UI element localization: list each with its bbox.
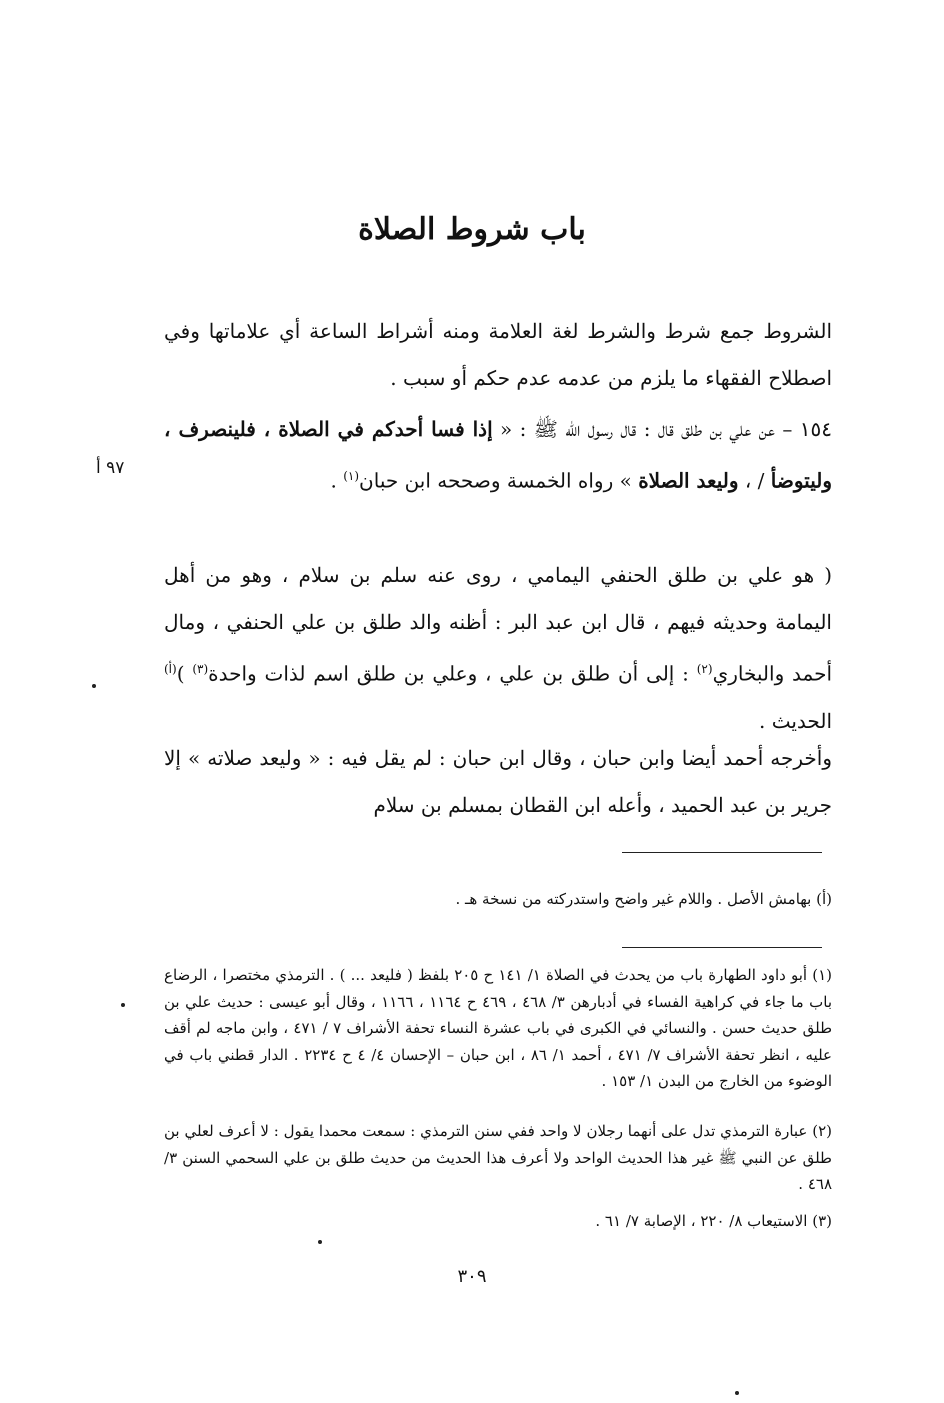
footnote-ref: (٢) [696,662,713,676]
hadith-text-1: إذا فسا أحدكم في الصلاة ، فلينصرف ، وليتوضأ [164,417,832,493]
hadith-paragraph [164,406,832,505]
footnote-divider [622,947,822,948]
commentary-part-c: ) [176,661,193,686]
commentary-part-d: الحديث . [759,708,832,733]
chapter-title: باب شروط الصلاة [358,212,586,247]
footnote-ref: (٣) [192,662,209,676]
commentary-paragraph-2: وأخرجه أحمد أيضا وابن حبان ، وقال ابن حبان : لم يقل فيه : « وليعد صلاته » إلا جرير بن عبد الحميد ، وأعله ابن القطان بمسلم بن سلام [164,746,832,817]
footnote-variant: (أ) بهامش الأصل . واللام غير واضح واستدركته من نسخة هـ . [455,890,832,908]
footnote-1: (١) أبو داود الطهارة باب من يحدث في الصلاة ١/ ١٤١ ح ٢٠٥ بلفظ ( فليعد ... ) . الترمذي مختصرا ، الرضاع باب ما جاء في كراهية الفساء في أدبارهن ٣/ ٤٦٨ ، ٤٦٩ ح ١١٦٤ ، ١١٦٦ ، وقال أبو عيسى : حديث علي بن طلق حديث حسن . والنسائي في الكبرى في باب عشرة النساء تحفة الأشراف ٧ / ٤٧١ ، وابن ماجه لم أقف عليه ، انظر تحفة الأشراف ٧/ ٤٧١ ، أحمد ١/ ٨٦ ، ابن حبان – الإحسان ٤/ ٤ ح ٢٢٣٤ . الدار قطني باب في الوضوء من الخارج من البدن ١/ ١٥٣ . [164,966,833,1090]
hadith-end: . [330,468,344,493]
footnote-3: (٣) الاستيعاب ٨/ ٢٢٠ ، الإصابة ٧/ ٦١ . [595,1212,832,1230]
margin-manuscript-note: ٩٧ أ [96,458,125,478]
page-number: ٣٠٩ [457,1266,487,1287]
commentary-part-a: ( هو علي بن طلق الحنفي اليمامي ، روى عنه سلم بن سلام ، وهو من أهل اليمامة وحديثه فيهم ، قال ابن عبد البر : أظنه والد طلق بن علي الحنفي ، ومال أحمد والبخاري [164,563,833,686]
hadith-tail: » رواه الخمسة وصححه ابن حبان [359,468,632,493]
hadith-slash: / ، [738,468,771,493]
commentary-part-b: : إلى أن طلق بن علي ، وعلي بن طلق اسم لذات واحدة [208,661,697,686]
scan-speck [92,684,96,688]
intro-paragraph: الشروط جمع شرط والشرط لغة العلامة ومنه أشراط الساعة أي علاماتها وفي اصطلاح الفقهاء ما يلزم من عدمه عدم حكم أو سبب . [164,319,832,390]
scan-speck [121,1003,125,1007]
footnote-ref: (١) [343,469,360,483]
hadith-lead: ١٥٤ – عن علي بن طلق قال : قال رسول الله ﷺ : « [500,417,832,441]
footnote-ref: (أ) [164,662,177,676]
hadith-text-2: وليعد الصلاة [638,468,739,493]
scan-speck [318,1240,322,1244]
footnote-divider [622,852,822,853]
footnote-2: (٢) عبارة الترمذي تدل على أنهما رجلان لا واحد ففي سنن الترمذي : سمعت محمدا يقول : لا أعرف لعلي بن طلق عن النبي ﷺ غير هذا الحديث الواحد ولا أعرف هذا الحديث من حديث طلق بن علي السحمي السنن ٣/ ٤٦٨ . [164,1122,832,1193]
commentary-paragraph-1 [164,552,832,745]
scan-speck [735,1391,739,1395]
